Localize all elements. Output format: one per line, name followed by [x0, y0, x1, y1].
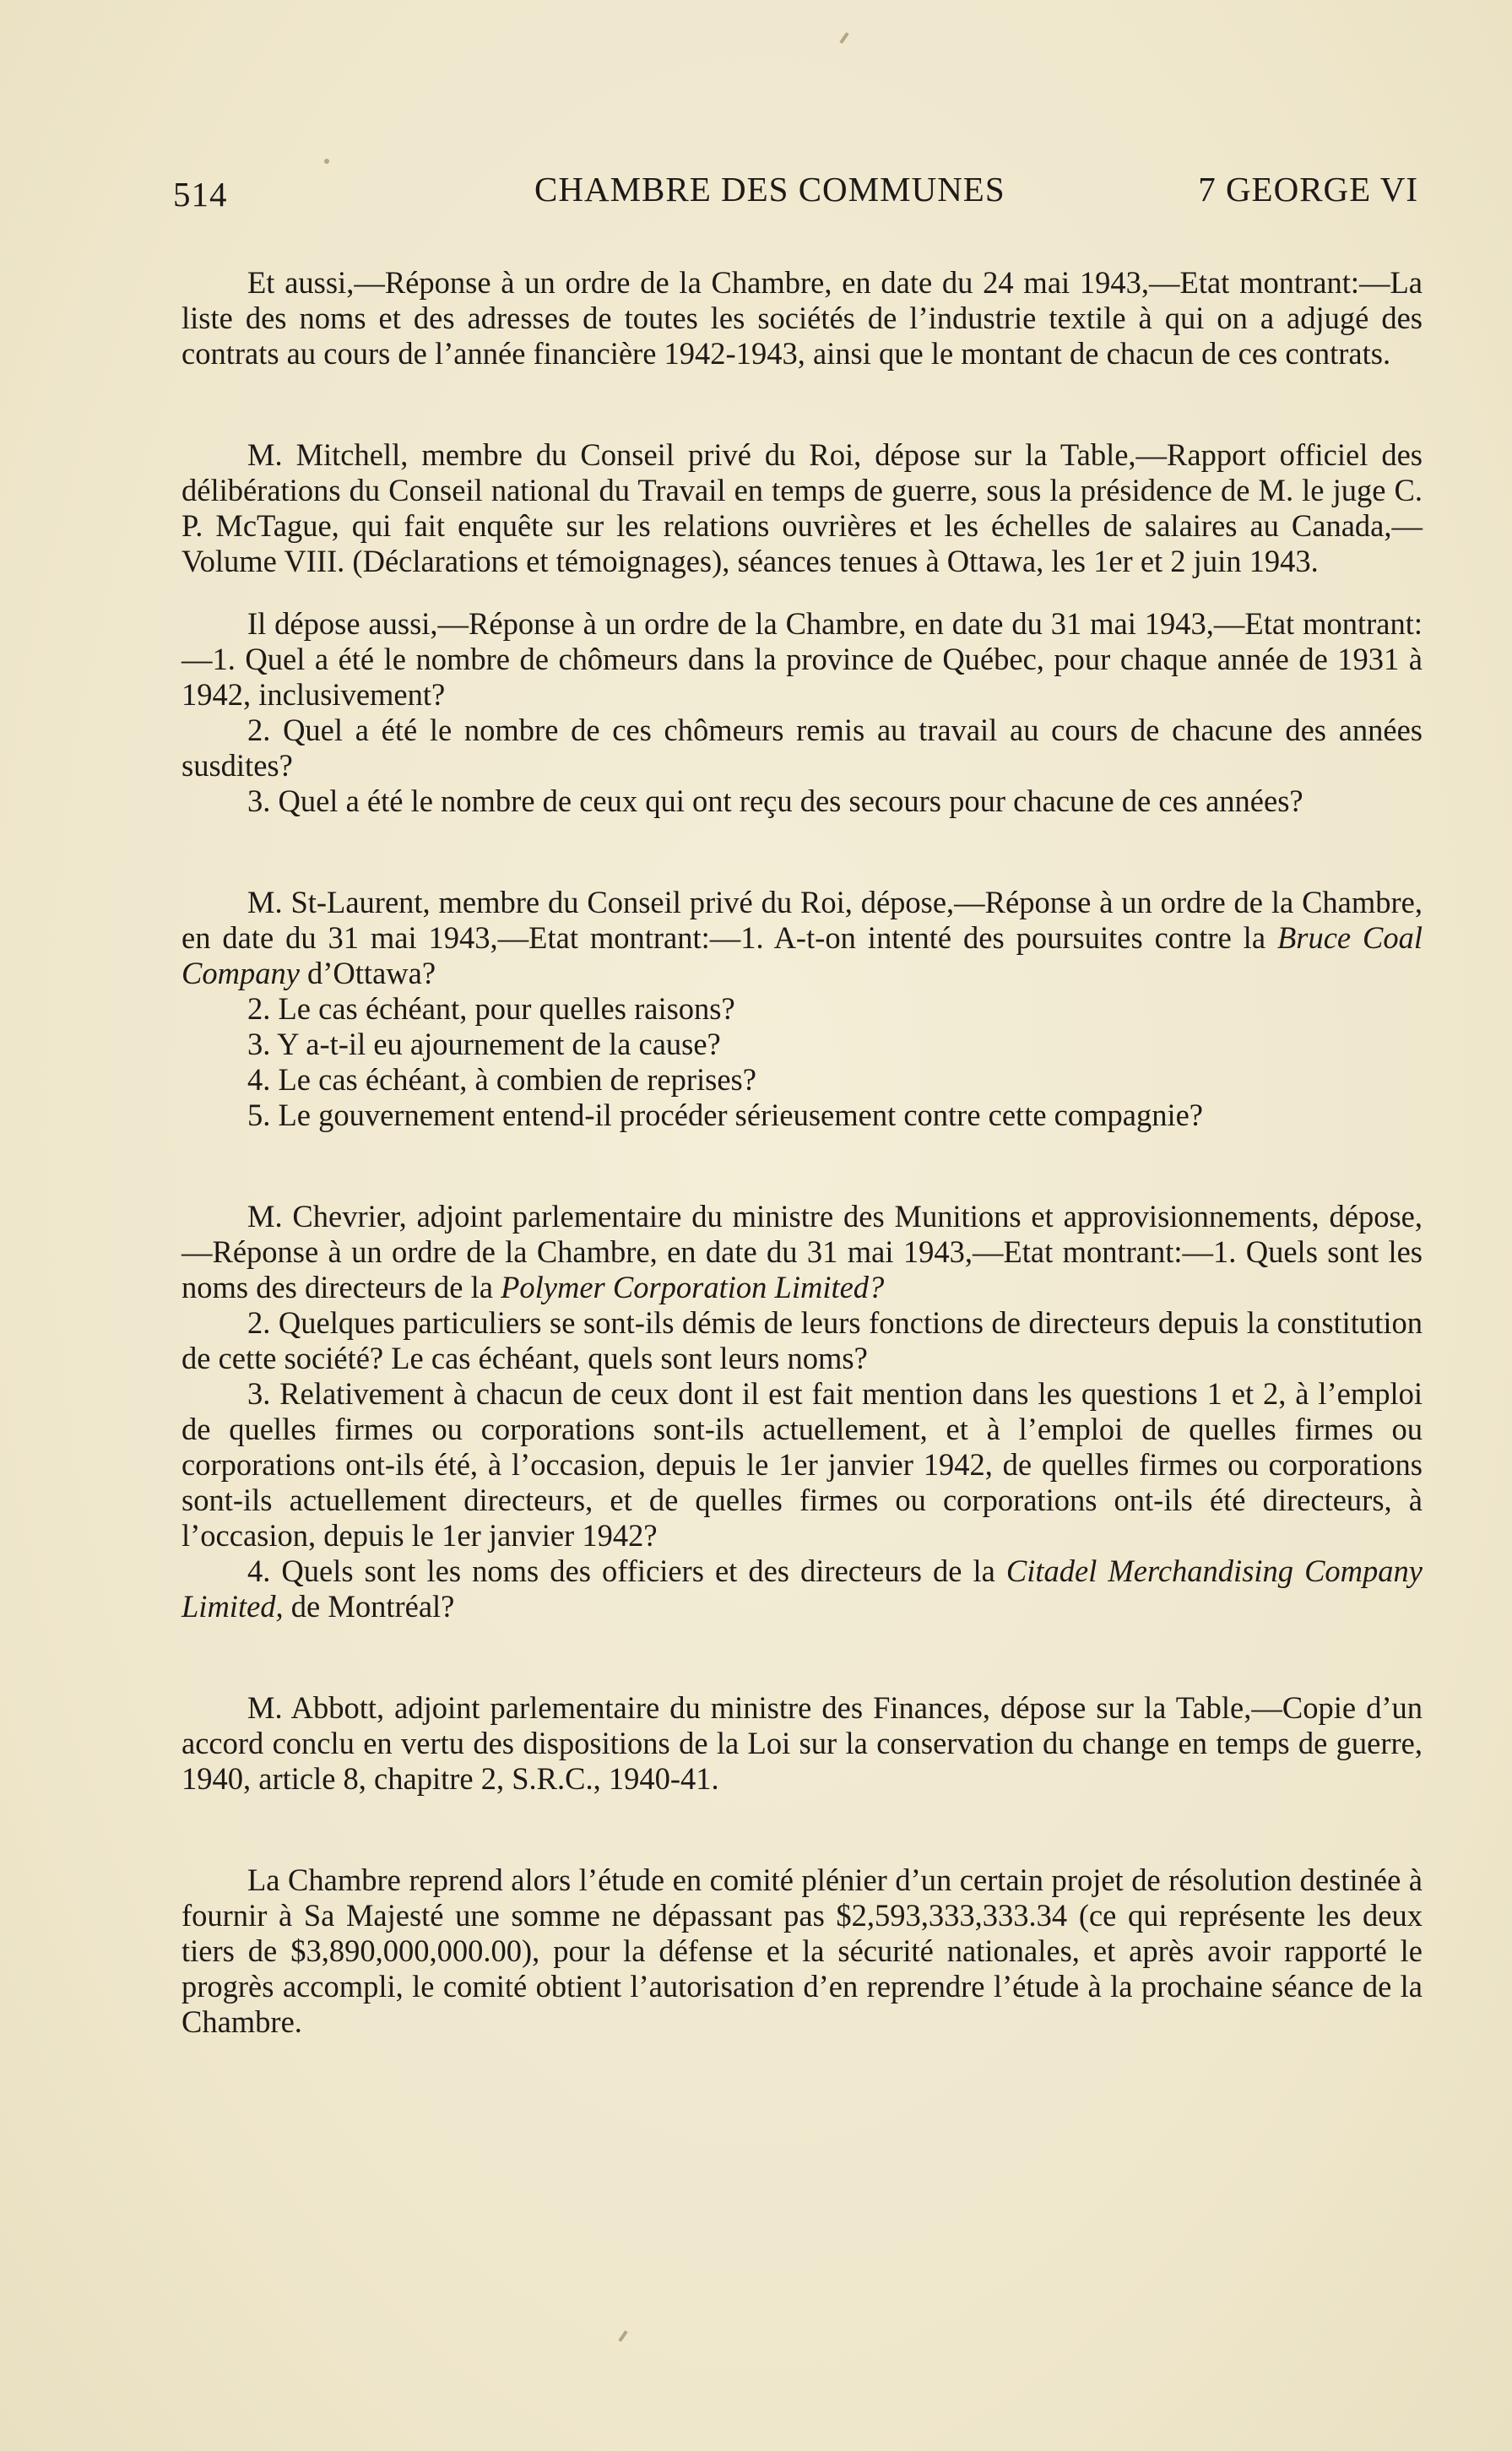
- running-title: CHAMBRE DES COMMUNES: [534, 170, 1005, 209]
- paper-speck: [839, 32, 848, 44]
- question-item: 2. Quelques particuliers se sont-ils démis de leurs fonctions de directeurs depuis la constitution de cette société? Le cas échéant, quels sont leurs noms?: [182, 1305, 1423, 1375]
- paragraph-st-laurent: M. St-Laurent, membre du Conseil privé du Roi, dépose,—Réponse à un ordre de la Chambre, en date du 31 mai 1943,—Etat montrant:—1. A-t-on intenté des poursuites contre la Bruce Coal Company d’Ottawa?: [182, 885, 1423, 990]
- question-item: 4. Quels sont les noms des officiers et des directeurs de la Citadel Merchandising Company Limited, de Montréal?: [182, 1554, 1423, 1624]
- body-text: [182, 265, 1423, 2040]
- question-item: 3. Relativement à chacun de ceux dont il est fait mention dans les questions 1 et 2, à l’emploi de quelles firmes ou corporations sont-ils actuellement, et à l’emploi de quelles firmes ou corporations ont-ils été, à l’occasion, depuis le 1er janvier 1942, de quelles firmes ou corporations sont-ils actuellement directeurs, et de quelles firmes ou corporations ont-ils été directeurs, à l’occasion, depuis le 1er janvier 1942?: [182, 1376, 1423, 1553]
- paragraph-unemployment: Il dépose aussi,—Réponse à un ordre de la Chambre, en date du 31 mai 1943,—Etat montrant:—1. Quel a été le nombre de chômeurs dans la province de Québec, pour chaque année de 1931 à 1942, inclusivement?: [182, 606, 1423, 712]
- question-item: 5. Le gouvernement entend-il procéder sérieusement contre cette compagnie?: [247, 1098, 1203, 1132]
- question-item: 2. Le cas échéant, pour quelles raisons?: [247, 991, 735, 1026]
- question-item: 3. Quel a été le nombre de ceux qui ont reçu des secours pour chacune de ces années?: [247, 784, 1303, 818]
- question-item: 4. Le cas échéant, à combien de reprises?: [247, 1062, 756, 1097]
- paragraph-abbott: M. Abbott, adjoint parlementaire du ministre des Finances, dépose sur la Table,—Copie d’un accord conclu en vertu des dispositions de la Loi sur la conservation du change en temps de guerre, 1940, article 8, chapitre 2, S.R.C., 1940-41.: [182, 1690, 1423, 1796]
- regnal-year: 7 GEORGE VI: [1198, 170, 1418, 209]
- paragraph-committee: La Chambre reprend alors l’étude en comité plénier d’un certain projet de résolution destinée à fournir à Sa Majesté une somme ne dépassant pas $2,593,333,333.34 (ce qui représente les deux tiers de $3,890,000,000.00), pour la défense et la sécurité nationales, et après avoir rapporté le progrès accompli, le comité obtient l’autorisation d’en reprendre l’étude à la prochaine séance de la Chambre.: [182, 1863, 1423, 2039]
- paragraph-textile-contracts: Et aussi,—Réponse à un ordre de la Chambre, en date du 24 mai 1943,—Etat montrant:—La liste des noms et des adresses de toutes les sociétés de l’industrie textile à qui on a adjugé des contrats au cours de l’année financière 1942-1943, ainsi que le montant de chacun de ces contrats.: [182, 265, 1423, 371]
- paper-speck: [324, 159, 329, 164]
- paragraph-chevrier: M. Chevrier, adjoint parlementaire du ministre des Munitions et approvisionnements, dépose,—Réponse à un ordre de la Chambre, en date du 31 mai 1943,—Etat montrant:—1. Quels sont les noms des directeurs de la Polymer Corporation Limited?: [182, 1199, 1423, 1304]
- page-number: 514: [173, 175, 228, 214]
- question-item: 2. Quel a été le nombre de ces chômeurs remis au travail au cours de chacune des années susdites?: [182, 713, 1423, 783]
- page-header: [173, 169, 1418, 220]
- paper-speck: [618, 2330, 627, 2342]
- paragraph-mitchell: M. Mitchell, membre du Conseil privé du Roi, dépose sur la Table,—Rapport officiel des délibérations du Conseil national du Travail en temps de guerre, sous la présidence de M. le juge C. P. McTague, qui fait enquête sur les relations ouvrières et les échelles de salaires au Canada,—Volume VIII. (Déclarations et témoignages), séances tenues à Ottawa, les 1er et 2 juin 1943.: [182, 437, 1423, 578]
- question-item: 3. Y a-t-il eu ajournement de la cause?: [247, 1027, 721, 1061]
